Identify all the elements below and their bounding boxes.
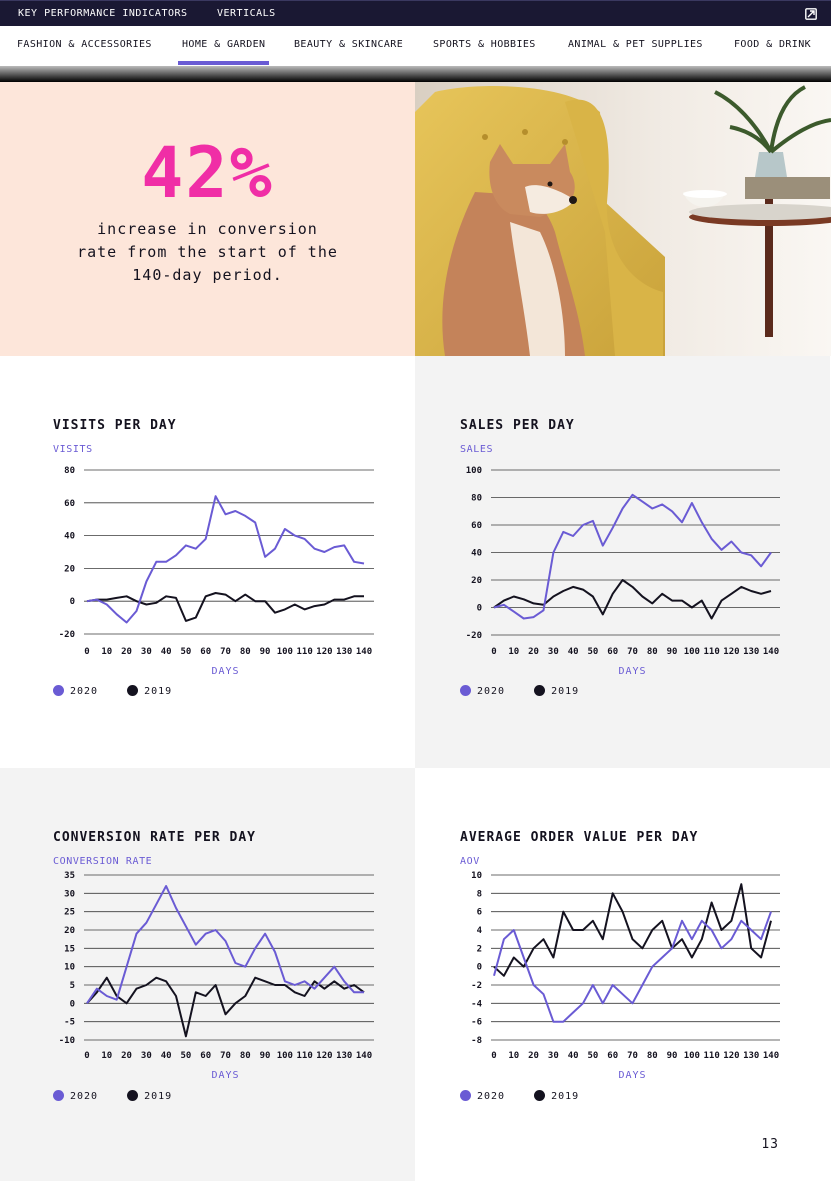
chart-title: SALES PER DAY <box>460 418 575 433</box>
x-tick-label: 30 <box>140 1051 152 1061</box>
x-tick-label: 40 <box>160 647 172 657</box>
legend-label: 2019 <box>551 686 580 697</box>
y-tick-label: 0 <box>69 999 75 1010</box>
tab-sports-hobbies[interactable]: SPORTS & HOBBIES <box>433 39 536 50</box>
y-tick-label: 60 <box>64 498 75 509</box>
y-tick-label: -20 <box>58 630 75 640</box>
x-tick-label: 140 <box>355 1051 373 1061</box>
x-tick-label: 0 <box>84 1051 90 1061</box>
x-tick-label: 0 <box>491 1051 497 1061</box>
legend-dot <box>127 685 138 696</box>
chart-legend <box>53 685 194 697</box>
x-tick-label: 10 <box>101 647 113 657</box>
legend-entry-2019 <box>534 686 579 697</box>
x-tick-label: 60 <box>200 647 212 657</box>
x-tick-label: 90 <box>666 1051 678 1061</box>
tab-home-garden[interactable]: HOME & GARDEN <box>182 39 266 50</box>
x-tick-label: 110 <box>296 1051 313 1061</box>
x-tick-label: 70 <box>627 647 638 657</box>
dog-photo <box>415 82 831 356</box>
chart-legend <box>460 685 601 697</box>
x-tick-label: 140 <box>762 1051 780 1061</box>
y-tick-label: 30 <box>64 889 75 900</box>
active-tab-indicator <box>178 61 269 65</box>
x-tick-label: 0 <box>491 647 497 657</box>
hero-stat: 42% <box>141 132 274 214</box>
x-tick-label: 10 <box>508 1051 520 1061</box>
x-tick-label: 110 <box>703 647 720 657</box>
legend-dot <box>460 685 471 696</box>
legend-label: 2019 <box>144 686 173 697</box>
x-tick-label: 130 <box>743 1051 760 1061</box>
y-tick-label: 20 <box>64 926 75 936</box>
legend-dot <box>460 1090 471 1101</box>
x-tick-label: 90 <box>259 1051 271 1061</box>
x-tick-label: 100 <box>683 647 700 657</box>
x-tick-label: 0 <box>84 647 90 657</box>
chart-ylabel: CONVERSION RATE <box>53 856 153 867</box>
x-tick-label: 80 <box>239 1051 251 1061</box>
y-tick-label: 80 <box>471 493 482 504</box>
line-chart <box>415 356 830 768</box>
x-tick-label: 20 <box>528 1051 539 1061</box>
y-tick-label: 0 <box>476 962 482 973</box>
chart-ylabel: VISITS <box>53 444 93 455</box>
x-tick-label: 140 <box>762 647 780 657</box>
tab-beauty-skincare[interactable]: BEAUTY & SKINCARE <box>294 39 404 50</box>
line-chart <box>415 768 830 1180</box>
x-tick-label: 130 <box>743 647 760 657</box>
hero-caption-line: 140-day period. <box>132 266 283 284</box>
x-tick-label: 60 <box>607 1051 619 1061</box>
chart-title: VISITS PER DAY <box>53 418 177 433</box>
top-link-kpi[interactable]: KEY PERFORMANCE INDICATORS <box>18 8 188 19</box>
header-divider <box>0 66 831 82</box>
legend-dot <box>53 1090 64 1101</box>
y-tick-label: 80 <box>64 466 75 476</box>
series-line-2019 <box>87 978 364 1037</box>
y-tick-label: -20 <box>465 631 482 641</box>
x-tick-label: 70 <box>220 647 231 657</box>
verticals-nav <box>0 26 831 66</box>
hero-caption-line: increase in conversion <box>97 220 318 238</box>
y-tick-label: 100 <box>465 466 482 476</box>
x-tick-label: 30 <box>140 647 152 657</box>
y-tick-label: 0 <box>69 597 75 608</box>
legend-entry-2019 <box>534 1091 579 1102</box>
series-line-2020 <box>87 496 364 622</box>
chart-panel-sales <box>415 356 830 768</box>
x-tick-label: 70 <box>627 1051 638 1061</box>
chart-ylabel: SALES <box>460 444 494 455</box>
x-tick-label: 50 <box>180 647 192 657</box>
y-tick-label: 10 <box>471 871 482 881</box>
x-tick-label: 100 <box>683 1051 700 1061</box>
y-tick-label: 2 <box>476 944 482 955</box>
y-tick-label: 6 <box>476 907 482 918</box>
x-axis-label: DAYS <box>211 1070 240 1081</box>
x-tick-label: 20 <box>121 1051 132 1061</box>
x-tick-label: 90 <box>259 647 271 657</box>
y-tick-label: 4 <box>476 926 482 936</box>
x-tick-label: 80 <box>646 1051 658 1061</box>
chart-legend <box>460 1090 601 1102</box>
y-tick-label: -8 <box>471 1036 482 1046</box>
y-tick-label: 10 <box>64 962 75 973</box>
hero-caption-line: rate from the start of the <box>77 243 338 261</box>
x-tick-label: 90 <box>666 647 678 657</box>
series-line-2020 <box>494 495 771 619</box>
x-axis-label: DAYS <box>618 1070 647 1081</box>
line-chart <box>0 768 415 1180</box>
page-number: 13 <box>761 1137 779 1152</box>
y-tick-label: -10 <box>58 1036 75 1046</box>
x-tick-label: 60 <box>607 647 619 657</box>
x-tick-label: 30 <box>547 1051 559 1061</box>
x-tick-label: 120 <box>316 647 333 657</box>
x-tick-label: 120 <box>723 1051 740 1061</box>
y-tick-label: 40 <box>64 531 75 542</box>
x-tick-label: 100 <box>276 1051 293 1061</box>
y-tick-label: 60 <box>471 521 482 531</box>
chart-panel-conversion <box>0 768 415 1181</box>
x-tick-label: 130 <box>336 1051 353 1061</box>
x-tick-label: 130 <box>336 647 353 657</box>
arrow-box-icon[interactable] <box>805 8 817 20</box>
x-tick-label: 50 <box>587 647 599 657</box>
y-tick-label: 40 <box>471 548 482 559</box>
y-tick-label: 8 <box>476 889 482 900</box>
series-line-2019 <box>87 593 364 621</box>
y-tick-label: 35 <box>64 871 75 881</box>
legend-label: 2020 <box>70 1091 99 1102</box>
x-tick-label: 50 <box>587 1051 599 1061</box>
y-tick-label: 5 <box>69 981 75 991</box>
legend-dot <box>53 685 64 696</box>
legend-dot <box>127 1090 138 1101</box>
legend-entry-2020 <box>460 686 505 697</box>
y-tick-label: 15 <box>64 944 75 955</box>
x-tick-label: 40 <box>567 1051 579 1061</box>
chart-title: AVERAGE ORDER VALUE PER DAY <box>460 830 699 845</box>
y-tick-label: 20 <box>64 564 75 575</box>
legend-label: 2019 <box>551 1091 580 1102</box>
y-tick-label: -6 <box>471 1017 482 1028</box>
x-tick-label: 140 <box>355 647 373 657</box>
x-tick-label: 30 <box>547 647 559 657</box>
legend-entry-2019 <box>127 1091 172 1102</box>
tab-food-drink[interactable]: FOOD & DRINK <box>734 39 812 50</box>
y-tick-label: 20 <box>471 576 482 586</box>
x-tick-label: 10 <box>101 1051 113 1061</box>
x-tick-label: 120 <box>723 647 740 657</box>
series-line-2019 <box>494 580 771 619</box>
chart-panel-aov <box>415 768 830 1181</box>
legend-entry-2019 <box>127 686 172 697</box>
y-tick-label: -4 <box>471 999 482 1010</box>
x-tick-label: 110 <box>703 1051 720 1061</box>
x-tick-label: 60 <box>200 1051 212 1061</box>
top-link-verticals[interactable]: VERTICALS <box>217 8 276 19</box>
legend-label: 2019 <box>144 1091 173 1102</box>
chart-title: CONVERSION RATE PER DAY <box>53 830 257 845</box>
x-tick-label: 20 <box>121 647 132 657</box>
x-tick-label: 20 <box>528 647 539 657</box>
x-tick-label: 40 <box>160 1051 172 1061</box>
legend-dot <box>534 685 545 696</box>
line-chart <box>0 356 415 768</box>
tab-fashion-accessories[interactable]: FASHION & ACCESSORIES <box>17 39 152 50</box>
x-tick-label: 120 <box>316 1051 333 1061</box>
x-axis-label: DAYS <box>618 666 647 677</box>
legend-dot <box>534 1090 545 1101</box>
chart-legend <box>53 1090 194 1102</box>
legend-label: 2020 <box>477 1091 506 1102</box>
y-tick-label: -2 <box>471 981 482 991</box>
legend-entry-2020 <box>53 1091 98 1102</box>
legend-entry-2020 <box>53 686 98 697</box>
x-tick-label: 50 <box>180 1051 192 1061</box>
x-tick-label: 80 <box>646 647 658 657</box>
series-line-2020 <box>87 886 364 1003</box>
hero-stat-block <box>0 82 415 356</box>
y-tick-label: 25 <box>64 907 75 918</box>
x-tick-label: 40 <box>567 647 579 657</box>
tab-animal-pet-supplies[interactable]: ANIMAL & PET SUPPLIES <box>568 39 703 50</box>
shiba-dog-illustration <box>415 82 831 356</box>
x-tick-label: 80 <box>239 647 251 657</box>
y-tick-label: 0 <box>476 603 482 614</box>
chart-panel-visits <box>0 356 415 768</box>
x-tick-label: 70 <box>220 1051 231 1061</box>
top-bar <box>0 0 831 26</box>
legend-label: 2020 <box>477 686 506 697</box>
legend-entry-2020 <box>460 1091 505 1102</box>
x-tick-label: 10 <box>508 647 520 657</box>
x-tick-label: 100 <box>276 647 293 657</box>
y-tick-label: -5 <box>64 1017 75 1028</box>
x-tick-label: 110 <box>296 647 313 657</box>
chart-ylabel: AOV <box>460 856 480 867</box>
legend-label: 2020 <box>70 686 99 697</box>
hero-caption <box>60 218 355 287</box>
x-axis-label: DAYS <box>211 666 240 677</box>
